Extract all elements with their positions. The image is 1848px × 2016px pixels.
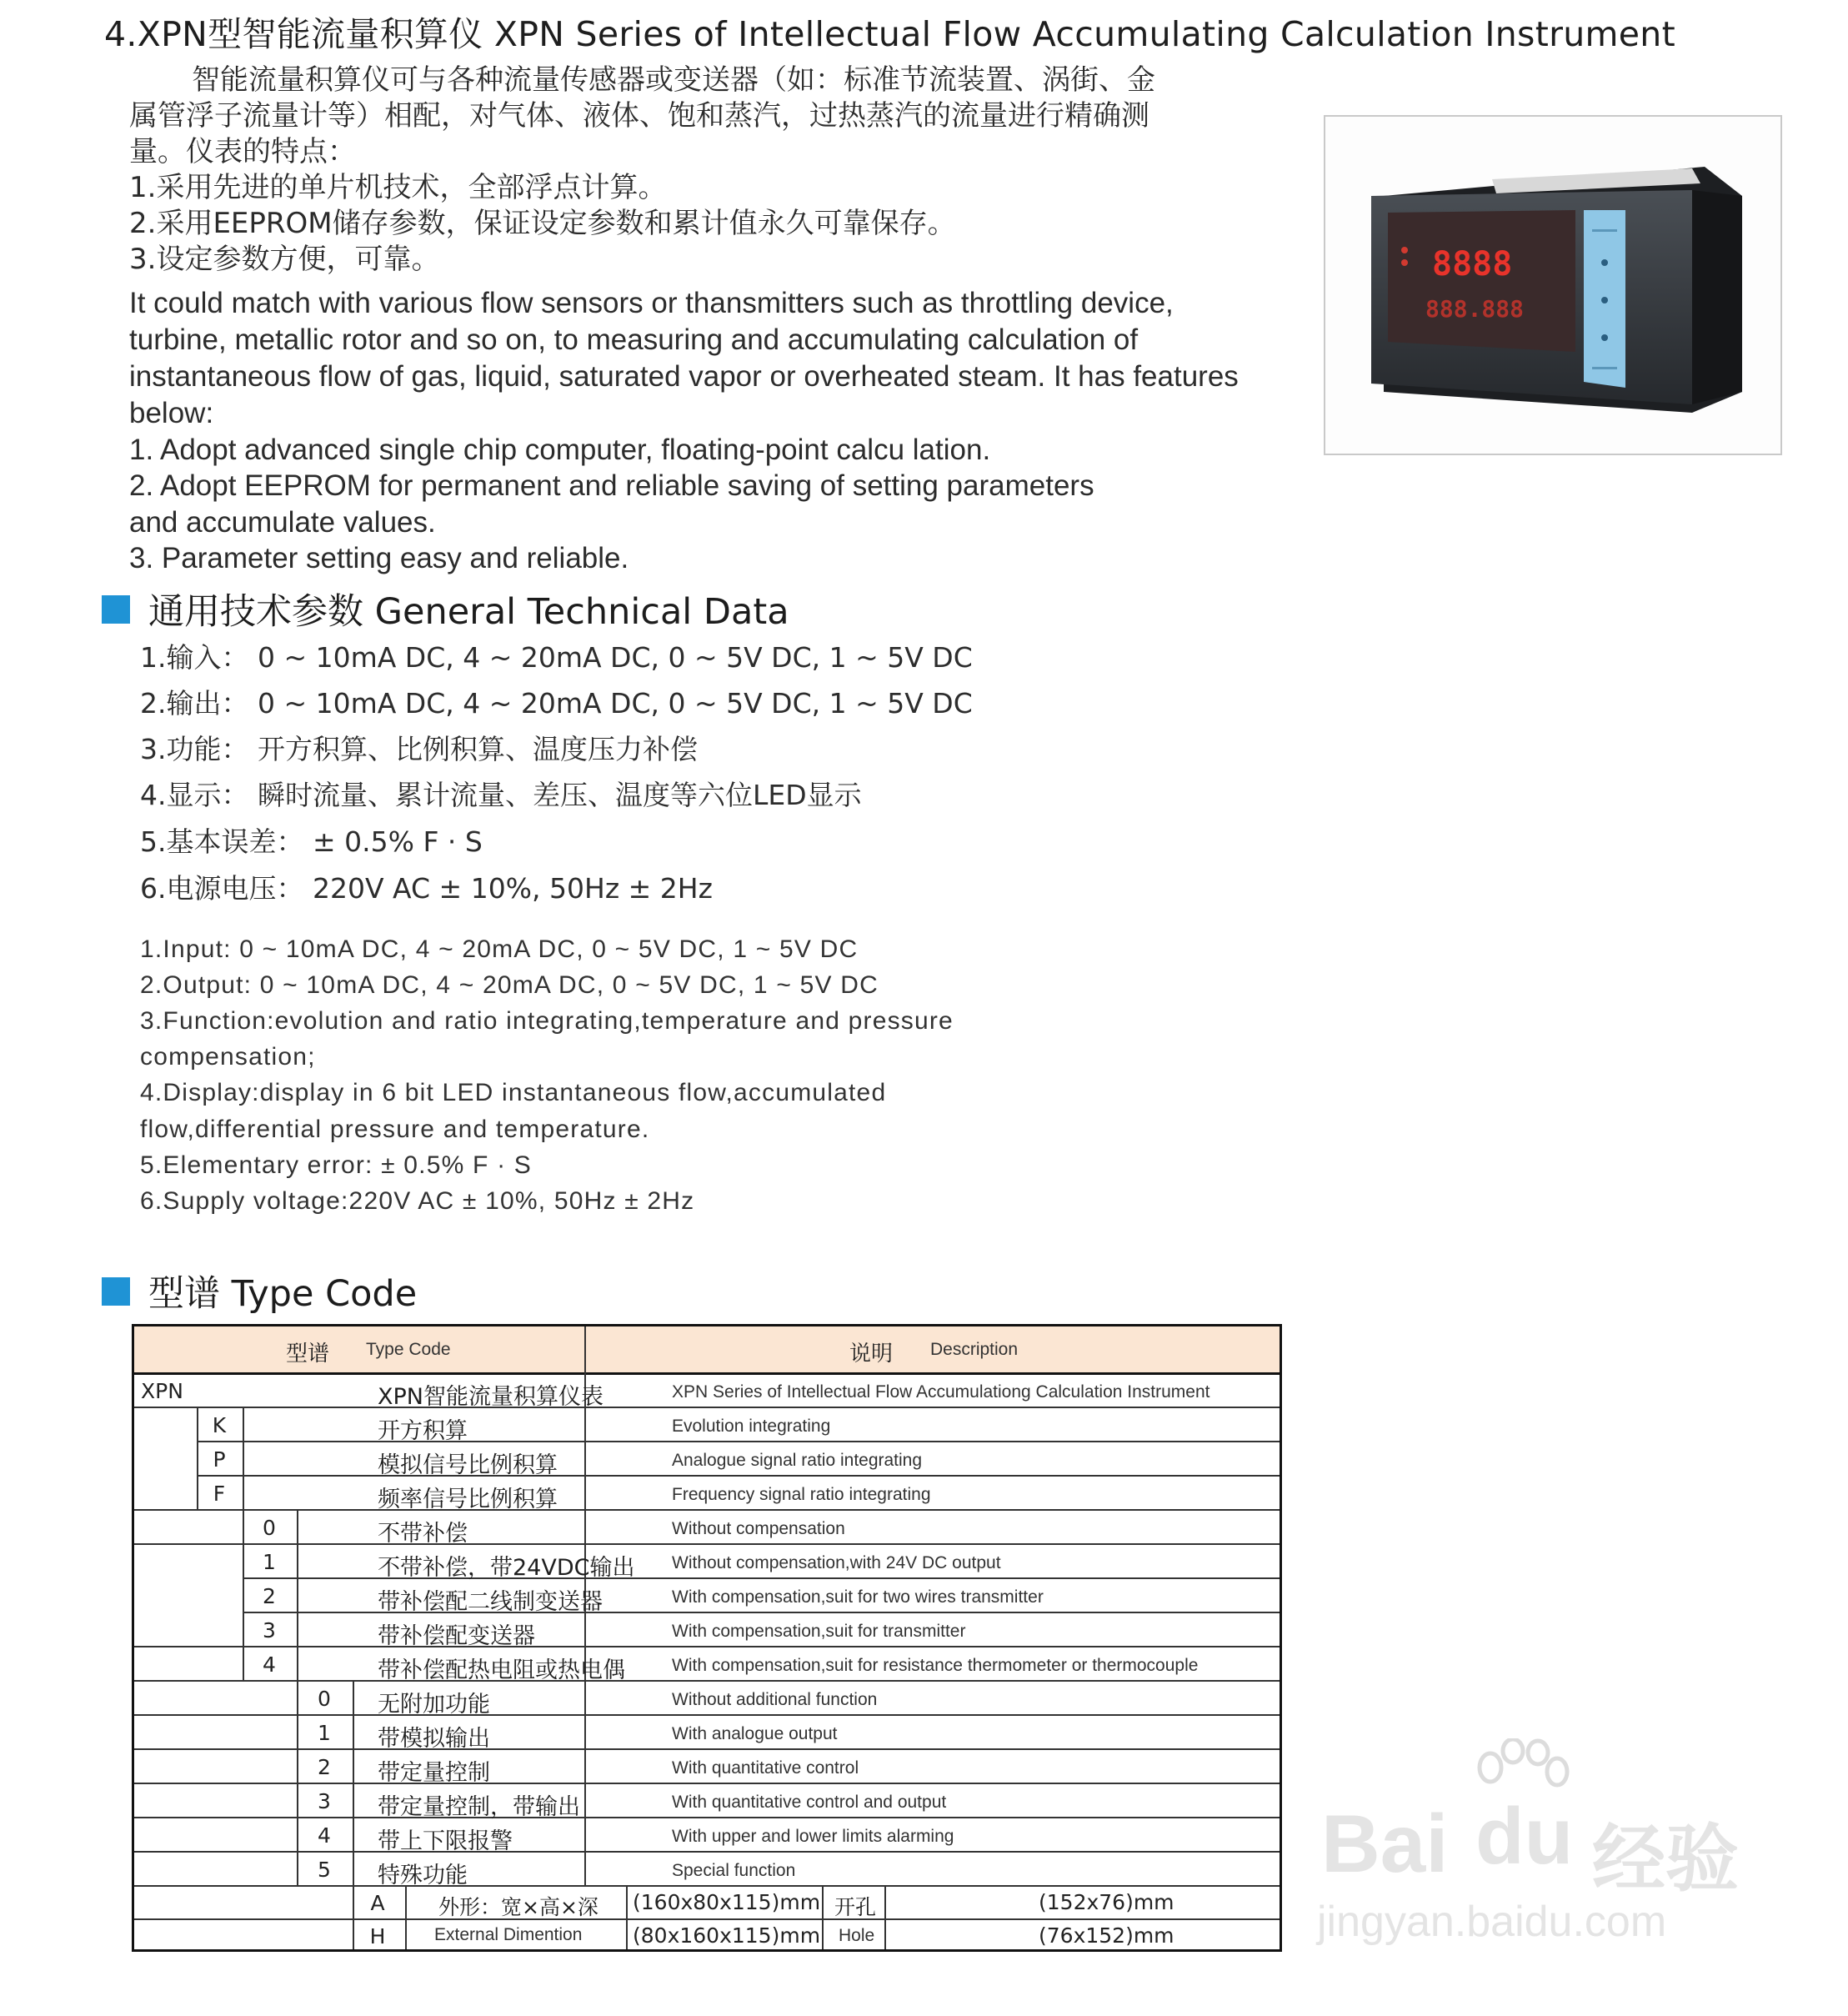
row-func-3-en: With quantitative control and output — [672, 1793, 947, 1812]
watermark-url: jingyan.baidu.com — [1317, 1898, 1667, 1946]
instrument-image — [1325, 117, 1780, 454]
code-comp-4: 4 — [263, 1652, 276, 1677]
row-f-en: Frequency signal ratio integrating — [672, 1485, 931, 1504]
spec-cn-2: 2.输出： 0 ~ 10mA DC, 4 ~ 20mA DC, 0 ~ 5V DC, 1 ~ 5V DC — [140, 687, 973, 720]
code-comp-1: 1 — [263, 1550, 276, 1574]
code-f: F — [213, 1482, 226, 1506]
section-title: 型谱 Type Code — [148, 1273, 418, 1315]
watermark-brand: Bai — [1321, 1798, 1449, 1889]
section-general-technical-data — [102, 584, 789, 634]
code-func-2: 2 — [318, 1755, 331, 1779]
spec-en-6: flow,differential pressure and temperature. — [140, 1116, 650, 1143]
spec-en-8: 6.Supply voltage:220V AC ± 10%, 50Hz ± 2Hz — [140, 1187, 695, 1215]
row-func-5-en: Special function — [672, 1861, 796, 1880]
code-func-3: 3 — [318, 1789, 331, 1813]
code-dim-a: A — [370, 1891, 385, 1915]
watermark-cn: 经验 — [1592, 1818, 1740, 1900]
intro-cn-line-4: 1.采用先进的单片机技术，全部浮点计算。 — [129, 171, 667, 204]
code-xpn: XPN — [141, 1379, 183, 1403]
row-p-en: Analogue signal ratio integrating — [672, 1451, 923, 1470]
code-dim-h: H — [369, 1924, 386, 1948]
watermark-brand-du: du — [1475, 1792, 1574, 1881]
row-func-2-en: With quantitative control — [672, 1758, 859, 1778]
led-bottom: 888.888 — [1425, 295, 1525, 323]
dim-label-cn: 外形：宽×高×深 — [438, 1895, 598, 1919]
header-code-en: Type Code — [366, 1340, 451, 1359]
row-func-4-en: With upper and lower limits alarming — [672, 1827, 954, 1846]
hole-size-a: (152x76)mm — [1039, 1890, 1174, 1914]
spec-en-7: 5.Elementary error: ± 0.5% F · S — [140, 1151, 533, 1179]
intro-en-line-6: 2. Adopt EEPROM for permanent and reliable saving of setting parameters — [129, 469, 1094, 502]
row-comp-2-cn: 带补偿配二线制变送器 — [378, 1589, 603, 1615]
row-k-cn: 开方积算 — [378, 1418, 468, 1444]
intro-en-line-8: 3. Parameter setting easy and reliable. — [129, 542, 629, 574]
product-photo — [1324, 115, 1782, 455]
row-func-1-en: With analogue output — [672, 1724, 838, 1743]
row-func-0-cn: 无附加功能 — [378, 1692, 490, 1718]
type-code-table — [132, 1324, 1282, 1952]
row-comp-3-cn: 带补偿配变送器 — [378, 1623, 535, 1649]
row-func-3-cn: 带定量控制，带输出 — [378, 1794, 580, 1820]
row-xpn-en: XPN Series of Intellectual Flow Accumulationg Calculation Instrument — [672, 1382, 1210, 1402]
intro-en-line-5: 1. Adopt advanced single chip computer, floating-point calcu lation. — [129, 434, 991, 466]
intro-cn-line-3: 量。仪表的特点： — [129, 135, 356, 168]
intro-en-line-1: It could match with various flow sensors or thansmitters such as throttling device, — [129, 287, 1174, 319]
header-desc-en: Description — [930, 1340, 1019, 1359]
row-comp-0-en: Without compensation — [672, 1519, 845, 1538]
intro-cn-line-5: 2.采用EEPROM储存参数，保证设定参数和累计值永久可靠保存。 — [129, 207, 956, 240]
row-func-1-cn: 带模拟输出 — [378, 1726, 490, 1752]
page-title: 4.XPN型智能流量积算仪 XPN Series of Intellectual Flow Accumulating Calculation Instrument — [104, 14, 1675, 54]
led-top: 8888 — [1432, 245, 1513, 283]
section-type-code — [102, 1266, 417, 1316]
row-comp-1-cn: 不带补偿，带24VDC输出 — [378, 1555, 635, 1581]
row-comp-0-cn: 不带补偿 — [378, 1521, 468, 1547]
row-comp-2-en: With compensation,suit for two wires transmitter — [672, 1587, 1044, 1607]
intro-cn-line-1: 智能流量积算仪可与各种流量传感器或变送器（如：标准节流装置、涡街、金 — [192, 63, 1155, 97]
spec-cn-4: 4.显示： 瞬时流量、累计流量、差压、温度等六位LED显示 — [140, 779, 862, 811]
code-func-5: 5 — [318, 1858, 331, 1882]
intro-en-line-7: and accumulate values. — [129, 506, 436, 539]
hole-label-en: Hole — [839, 1926, 875, 1945]
dim-size-h: (80x160x115)mm — [633, 1923, 821, 1948]
spec-en-2: 2.Output: 0 ~ 10mA DC, 4 ~ 20mA DC, 0 ~ 5V DC, 1 ~ 5V DC — [140, 971, 879, 999]
code-comp-3: 3 — [263, 1618, 276, 1642]
code-func-0: 0 — [318, 1687, 331, 1711]
code-func-1: 1 — [318, 1721, 331, 1745]
header-desc-cn: 说明 — [849, 1341, 894, 1367]
hole-size-h: (76x152)mm — [1039, 1923, 1174, 1948]
row-func-0-en: Without additional function — [672, 1690, 878, 1709]
spec-en-1: 1.Input: 0 ~ 10mA DC, 4 ~ 20mA DC, 0 ~ 5V DC, 1 ~ 5V DC — [140, 935, 859, 963]
row-comp-1-en: Without compensation,with 24V DC output — [672, 1553, 1001, 1572]
section-title: 通用技术参数 General Technical Data — [148, 591, 789, 633]
spec-cn-5: 5.基本误差： ± 0.5% F · S — [140, 825, 483, 858]
dim-size-a: (160x80x115)mm — [633, 1890, 821, 1914]
code-func-4: 4 — [318, 1823, 331, 1848]
spec-cn-1: 1.输入： 0 ~ 10mA DC, 4 ~ 20mA DC, 0 ~ 5V DC, 1 ~ 5V DC — [140, 641, 973, 674]
row-comp-4-en: With compensation,suit for resistance thermometer or thermocouple — [672, 1656, 1199, 1675]
code-comp-0: 0 — [263, 1516, 276, 1540]
intro-cn-line-2: 属管浮子流量计等）相配，对气体、液体、饱和蒸汽，过热蒸汽的流量进行精确测 — [129, 99, 1149, 133]
spec-cn-6: 6.电源电压： 220V AC ± 10%, 50Hz ± 2Hz — [140, 872, 713, 905]
row-xpn-cn: XPN智能流量积算仪表 — [378, 1384, 603, 1410]
dim-label-en: External Dimention — [434, 1925, 583, 1944]
table-header — [134, 1326, 1280, 1375]
row-k-en: Evolution integrating — [672, 1417, 831, 1436]
hole-label-cn: 开孔 — [834, 1895, 877, 1919]
spec-en-4: compensation; — [140, 1043, 316, 1071]
section-marker-icon — [102, 595, 130, 624]
row-f-cn: 频率信号比例积算 — [378, 1487, 558, 1512]
intro-cn-line-6: 3.设定参数方便，可靠。 — [129, 243, 440, 276]
spec-en-3: 3.Function:evolution and ratio integrating,temperature and pressure — [140, 1007, 954, 1035]
row-func-4-cn: 带上下限报警 — [378, 1828, 513, 1854]
spec-cn-3: 3.功能： 开方积算、比例积算、温度压力补偿 — [140, 733, 698, 765]
intro-en-line-2: turbine, metallic rotor and so on, to measuring and accumulating calculation of — [129, 323, 1139, 356]
row-func-2-cn: 带定量控制 — [378, 1760, 490, 1786]
header-code-cn: 型谱 — [286, 1341, 330, 1367]
row-comp-3-en: With compensation,suit for transmitter — [672, 1622, 966, 1641]
code-k: K — [212, 1413, 227, 1437]
code-comp-2: 2 — [263, 1584, 276, 1608]
spec-en-5: 4.Display:display in 6 bit LED instantaneous flow,accumulated — [140, 1079, 887, 1106]
row-func-5-cn: 特殊功能 — [378, 1863, 468, 1888]
code-p: P — [213, 1447, 226, 1472]
intro-en-line-4: below: — [129, 397, 214, 429]
intro-en-line-3: instantaneous flow of gas, liquid, saturated vapor or overheated steam. It has features — [129, 360, 1239, 393]
row-comp-4-cn: 带补偿配热电阻或热电偶 — [378, 1657, 625, 1683]
section-marker-icon — [102, 1277, 130, 1306]
row-p-cn: 模拟信号比例积算 — [378, 1452, 558, 1478]
